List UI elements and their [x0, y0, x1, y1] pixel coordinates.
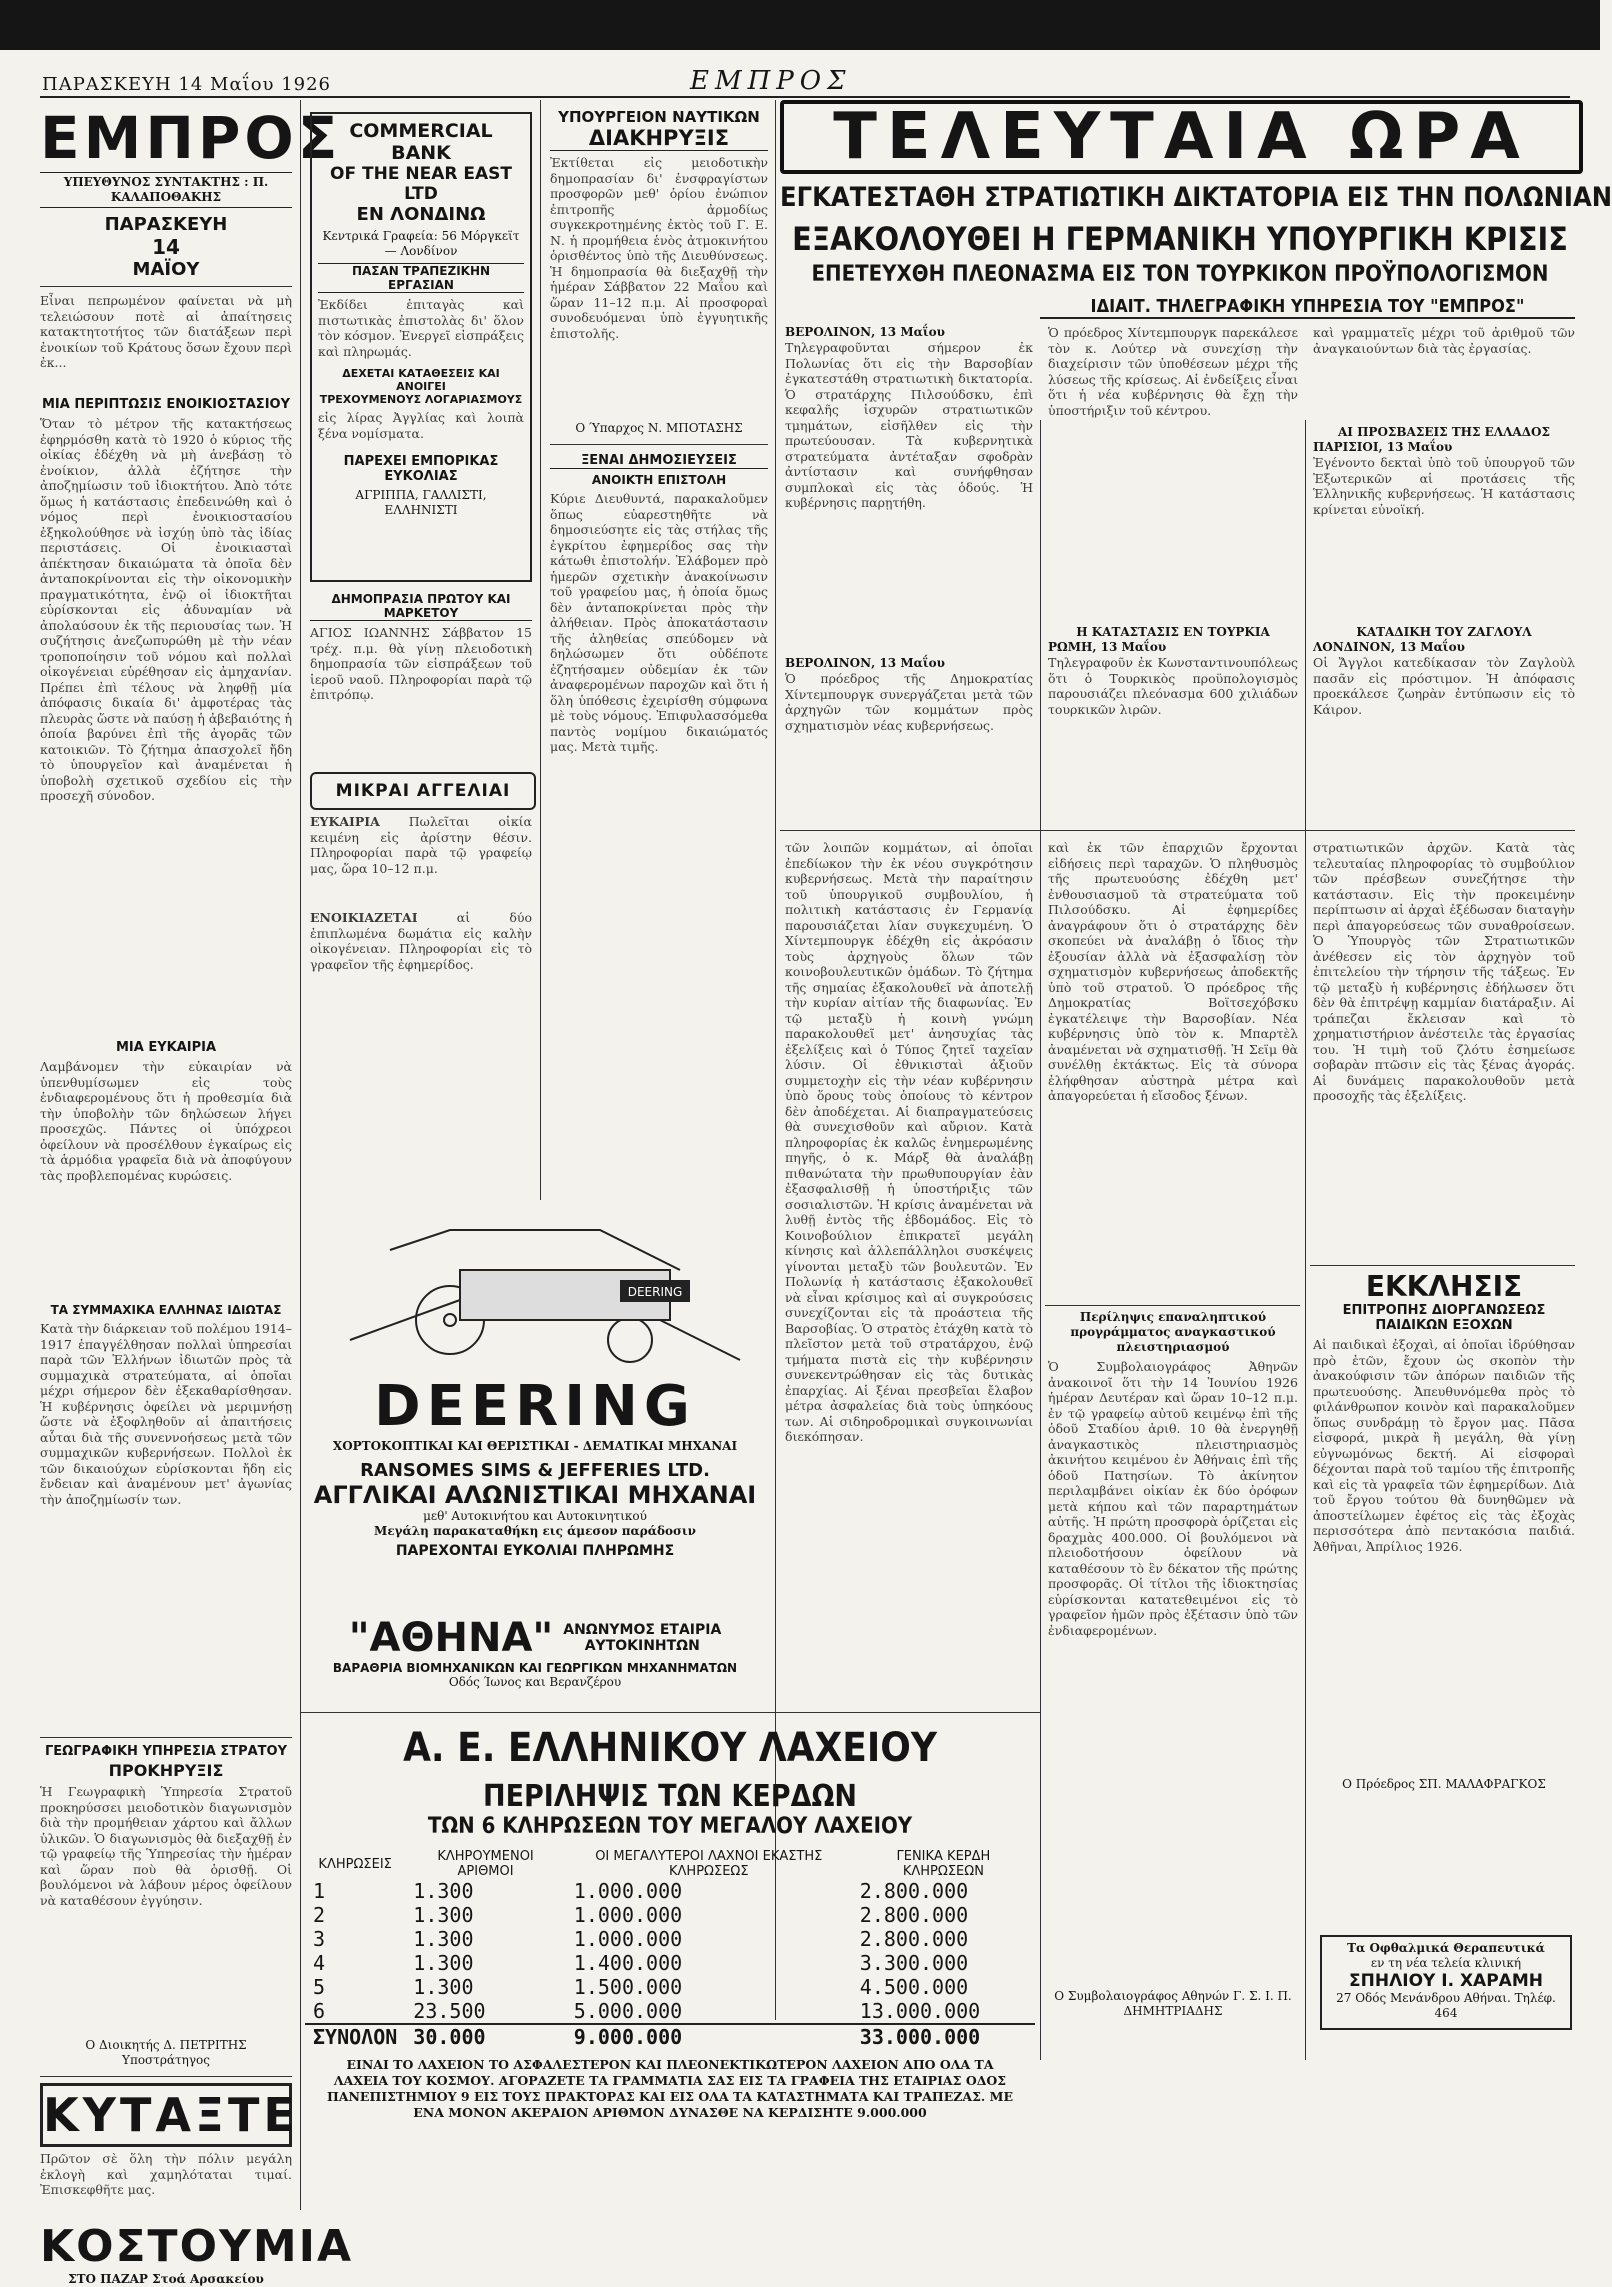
deering-ad — [300, 1210, 770, 1610]
article-body-continued: στρατιωτικῶν ἀρχῶν. Κατὰ τὰς τελευταίας πληροφορίας τὸ συμβούλιον τῶν πρέσβεων συνεζήτησε τὴν κατάστασιν. Εἰς τὴν προκειμένην περίπτωσιν αἱ ἀρχαὶ ἐξέδωσαν διαταγὴν περὶ ἀπαγορεύσεως τῶν συναθροίσεων. Ὁ Ὑπουργὸς τῶν Στρατιωτικῶν ἀνέθεσεν εἰς τὸν ἀρχηγὸν τοῦ ἐπιτελείου τὴν τήρησιν τῆς τάξεως. Ἐν τῷ μεταξὺ ἡ κυβέρνησις ἐδήλωσεν ὅτι δὲν θὰ ἐπιτρέψῃ καμμίαν διατάραξιν. Αἱ τράπεζαι ἔκλεισαν καὶ τὸ χρηματιστήριον ἀνέστειλε τὰς ἐργασίας του. Ἡ τιμὴ τοῦ ζλότυ ἐσημείωσε σοβαρὰν πτῶσιν εἰς τὰς ξένας ἀγοράς. Αἱ δυνάμεις παρακολουθοῦν μετὰ προσοχῆς τὰς ἐξελίξεις. — [1313, 840, 1575, 1103]
auction-title: ΔΗΜΟΠΡΑΣΙΑ ΠΡΩΤΟΥ ΚΑΙ ΜΑΡΚΕΤΟΥ — [310, 592, 532, 621]
column-divider — [540, 100, 541, 1200]
lottery-title: Α. Ε. ΕΛΛΗΝΙΚΟΥ ΛΑΧΕΙΟΥ — [403, 1725, 937, 1771]
dispatch-text: Ὁ πρόεδρος Χίντεμπουργκ παρεκάλεσε τὸν κ. Λούτερ νὰ συνεχίσῃ τὴν διαχείρισιν τῶν ὑποθέσεων μέχρι τῆς λύσεως τῆς κρίσεως. Αἱ ἐνδείξεις εἶναι ὅτι ἡ νέα κυβέρνησις θὰ ἔχῃ τὴν ὑποστήριξιν τοῦ κέντρου. — [1048, 325, 1298, 418]
kitaxte-ad-footer: ΣΤΟ ΠΑΖΑΡ Στοά Αρσακείου — [68, 2272, 264, 2286]
bank-text: Ἐκδίδει ἐπιταγὰς καὶ πιστωτικὰς ἐπιστολὰς δι' ὅλον τὸν κόσμον. Ἐνεργεῖ εἰσπράξεις καὶ πληρωμάς. — [318, 297, 524, 359]
notice-signature: Ο Συμβολαιογράφος Αθηνών Γ. Σ. Ι. Π. ΔΗΜΗΤΡΙΑΔΗΣ — [1054, 1989, 1292, 2018]
headline-1: ΕΓΚΑΤΕΣΤΑΘΗ ΣΤΡΑΤΙΩΤΙΚΗ ΔΙΚΤΑΤΟΡΙΑ ΕΙΣ ΤΗΝ ΠΟΛΩΝΙΑΝ — [780, 182, 1612, 213]
clinic-line: Τα Οφθαλμικά Θεραπευτικά — [1347, 1941, 1545, 1955]
auction-notice — [310, 592, 532, 762]
rule — [550, 444, 768, 445]
column-divider — [1305, 420, 1306, 2060]
mikrai-title: ΜΙΚΡΑΙ ΑΓΓΕΛΙΑΙ — [335, 781, 511, 801]
rule — [40, 1737, 292, 1738]
page-dateline: ΠΑΡΑΣΚΕΥΗ 14 Μαΐου 1926 — [42, 74, 332, 95]
masthead-date: 14 — [152, 235, 180, 259]
masthead-editor: ΥΠΕΥΘΥΝΟΣ ΣΥΝΤΑΚΤΗΣ : Π. ΚΑΛΑΠΟΘΑΚΗΣ — [40, 172, 292, 208]
article-heading: ΓΕΩΓΡΑΦΙΚΗ ΥΠΗΡΕΣΙΑ ΣΤΡΑΤΟΥ — [44, 1744, 287, 1759]
deering-line: Μεγάλη παρακαταθήκη εις άμεσον παράδοσιν — [374, 1524, 696, 1538]
athina-line: ΒΑΡΑΘΡΙΑ ΒΙΟΜΗΧΑΝΙΚΩΝ ΚΑΙ ΓΕΩΡΓΙΚΩΝ ΜΗΧΑΝΗΜΑΤΩΝ — [332, 1661, 738, 1675]
total-prizes: 2.800.000 — [859, 1903, 969, 1927]
rule — [40, 286, 292, 287]
running-title: ΕΜΠΡΟΣ — [690, 66, 852, 96]
bank-name: COMMERCIAL BANK — [349, 120, 493, 164]
dispatch-kicker: ΚΑΤΑΔΙΚΗ ΤΟΥ ΖΑΓΛΟΥΛ — [1356, 625, 1532, 639]
column-divider — [300, 100, 301, 2210]
dispatch-kicker: Η ΚΑΤΑΣΤΑΣΙΣ ΕΝ ΤΟΥΡΚΙΑ — [1076, 625, 1270, 639]
draw-number: 1 — [313, 1879, 326, 1903]
kitaxte-ad-big: ΚΟΣΤΟΥΜΙΑ — [40, 2221, 354, 2272]
deering-line: ΠΑΡΕΧΟΝΤΑΙ ΕΥΚΟΛΙΑΙ ΠΛΗΡΩΜΗΣ — [395, 1543, 675, 1559]
bank-line: ΔΕΧΕΤΑΙ ΚΑΤΑΘΕΣΕΙΣ ΚΑΙ ΑΝΟΙΓΕΙ — [342, 367, 500, 393]
dispatch-text: Τηλεγραφοῦν ἐκ Κωνσταντινουπόλεως ὅτι ὁ Τουρκικὸς προϋπολογισμὸς παρουσιάζει πλεόνασμα 600 χιλιάδων τουρκικῶν λιρῶν. — [1048, 655, 1298, 717]
deering-brand: DEERING — [374, 1374, 696, 1439]
classified-item: ΕΥΚΑΙΡΙΑ Πωλεῖται οἰκία κειμένη εἰς ἀρίστην θέσιν. Πληροφορίαι παρὰ τῷ γραφείῳ μας, ὥρα 10–12 π.μ. — [310, 814, 532, 876]
total-prizes-sum: 33.000.000 — [859, 2025, 981, 2049]
ministry-signature: Ο Ύπαρχος Ν. ΜΠΟΤΑΣΗΣ — [575, 421, 743, 435]
bank-text: εἰς λίρας Ἀγγλίας καὶ λοιπὰ ξένα νομίσματα. — [318, 410, 524, 441]
total-top-prize: 9.000.000 — [573, 2025, 683, 2049]
headline-3: ΕΠΕΤΕΥΧΘΗ ΠΛΕΟΝΑΣΜΑ ΕΙΣ ΤΟΝ ΤΟΥΡΚΙΚΟΝ ΠΡΟΫΠΟΛΟΓΙΣΜΟΝ — [811, 262, 1549, 287]
clinic-line: εν τη νέα τελεία κλινική — [1370, 1956, 1522, 1970]
table-header: ΓΕΝΙΚΑ ΚΕΡΔΗ ΚΛΗΡΩΣΕΩΝ — [896, 1849, 991, 1879]
table-header: ΚΛΗΡΩΣΕΙΣ — [318, 1856, 392, 1872]
article-body: Ἡ Γεωγραφικὴ Ὑπηρεσία Στρατοῦ προκηρύσσει μειοδοτικὸν διαγωνισμὸν διὰ τὴν προμήθειαν χάρτου καὶ ἄλλων ὑλικῶν. Ὁ διαγωνισμὸς θὰ διεξαχθῇ ἐν τῷ γραφείῳ τῆς Ὑπηρεσίας τὴν ἡμέραν καὶ ὥραν ποὺ θὰ ὁρισθῇ. Οἱ βουλόμενοι νὰ λάβουν μέρος ὀφείλουν νὰ καταθέσουν ἐγγύησιν. — [40, 1784, 292, 1908]
header-rule — [40, 96, 1570, 98]
dispatch-dateline: ΠΑΡΙΣΙΟΙ, 13 Μαΐου — [1313, 440, 1453, 454]
top-prize: 1.000.000 — [573, 1903, 683, 1927]
news-column-a — [785, 325, 1033, 825]
deering-line: μεθ' Αυτοκινήτου και Αυτοκινητικού — [423, 1509, 647, 1523]
dispatch-text: Ὁ πρόεδρος τῆς Δημοκρατίας Χίντεμπουργκ συνεργάζεται μετὰ τῶν ἀρχηγῶν τῶν κομμάτων πρὸς σχηματισμὸν νέας κυβερνήσεως. — [785, 671, 1033, 733]
article-subheading: ΠΡΟΚΗΡΥΞΙΣ — [108, 1761, 224, 1780]
article-heading: ΤΑ ΣΥΜΜΑΧΙΚΑ ΕΛΛΗΝΑΣ ΙΔΙΩΤΑΣ — [50, 1303, 282, 1317]
kitaxte-ad-title: ΚΥΤΑΞΤΕ — [40, 2083, 292, 2147]
public-notice — [1048, 1310, 1298, 2030]
bank-ad — [310, 112, 532, 582]
total-label: ΣΥΝΟΛΟΝ — [313, 2025, 398, 2049]
bank-city: ΕΝ ΛΟΝΔΙΝΩ — [356, 204, 486, 225]
total-prizes: 3.300.000 — [859, 1951, 969, 1975]
ekklisis-subtitle: ΕΠΙΤΡΟΠΗΣ ΔΙΟΡΓΑΝΩΣΕΩΣ ΠΑΙΔΙΚΩΝ ΕΞΟΧΩΝ — [1342, 1303, 1546, 1333]
article-body-continued: καὶ ἐκ τῶν ἐπαρχιῶν ἔρχονται εἰδήσεις περὶ ταραχῶν. Ὁ πληθυσμὸς τῆς πρωτευούσης ἐδέχθη μετ' ἐνθουσιασμοῦ τὰ στρατεύματα τοῦ Πιλσούδσκυ. Αἱ ἐφημερίδες ἀναγράφουν ὅτι ὁ στρατάρχης δὲν σκοπεύει νὰ ἀναλάβῃ ὁ ἴδιος τὴν ἐξουσίαν ἀλλὰ νὰ ἐξασφαλίσῃ τὸν σχηματισμὸν κυβερνήσεως ἀποδεκτῆς ὑπὸ τοῦ στρατοῦ. Ὁ πρόεδρος τῆς Δημοκρατίας Βοϊτσεχόβσκυ ἐγκατέλειψε τὴν Βαρσοβίαν. Νέα κυβέρνησις ὑπὸ τὸν κ. Μπαρτὲλ ἀναμένεται νὰ σχηματισθῇ. Ἡ Σεϊμ θὰ συνέλθῃ ἐκτάκτως. Εἰς τὰ σύνορα ἐλήφθησαν αὐστηρὰ μέτρα καὶ ἀπαγορεύεται ἡ εἴσοδος ξένων. — [1048, 840, 1298, 1103]
dispatch-text: καὶ γραμματεῖς μέχρι τοῦ ἀριθμοῦ τῶν ἀναγκαιούντων διὰ τὰς ἐργασίας. — [1313, 325, 1575, 356]
xenai-title: ΞΕΝΑΙ ΔΗΜΟΣΙΕΥΣΕΙΣ — [550, 453, 768, 469]
top-prize: 1.000.000 — [573, 1879, 683, 1903]
draw-number: 5 — [313, 1975, 326, 1999]
last-hour-banner: ΤΕΛΕΥΤΑΙΑ ΩΡΑ — [780, 100, 1583, 174]
harvester-label: DEERING — [627, 1285, 683, 1299]
numbers-drawn: 1.300 — [413, 1927, 474, 1951]
table-header: ΟΙ ΜΕΓΑΛΥΤΕΡΟΙ ΛΑΧΝΟΙ ΕΚΑΣΤΗΣ ΚΛΗΡΩΣΕΩΣ — [595, 1849, 823, 1879]
ministry-subtitle: ΔΙΑΚΗΡΥΞΙΣ — [550, 126, 768, 151]
kitaxte-ad-text: Πρῶτον σὲ ὅλη τὴν πόλιν μεγάλη ἐκλογὴ καὶ χαμηλόταται τιμαί. Ἐπισκεφθῆτε μας. — [40, 2151, 292, 2197]
total-numbers: 30.000 — [413, 2025, 486, 2049]
column-3 — [550, 108, 768, 1208]
masthead-day: ΠΑΡΑΣΚΕΥΗ — [104, 214, 228, 235]
top-prize: 1.500.000 — [573, 1975, 683, 1999]
ministry-text: Ἐκτίθεται εἰς μειοδοτικὴν δημοπρασίαν δι' ἐνσφραγίστων προσφορῶν μεθ' ὁρίου ἐνώπιον ἐπιτροπῆς ἀρμοδίως συγκεκροτημένης ἐκτὸς τοῦ Γ. Ε. Ν. ἡ προμήθεια ἑνὸς ἀτμοκινήτου ὁρισθέντος ὑπὸ τῆς Διευθύνσεως. Ἡ δημοπρασία θὰ διεξαχθῇ τὴν ἡμέραν Σάββατον 22 Μαΐου καὶ ὥραν 11–12 π.μ. Αἱ προσφοραὶ συνοδευόμεναι ὑπὸ ἐγγυητικῆς ἐπιστολῆς. — [550, 155, 768, 341]
athina-line: Οδός Ίωνος και Βερανζέρου — [448, 1675, 622, 1689]
table-total-row — [305, 2024, 1035, 2049]
xenai-text: Κύριε Διευθυντά, παρακαλοῦμεν ὅπως εὐαρεστηθῆτε νὰ δημοσιεύσητε εἰς τὰς στήλας τῆς ἐγκρίτου ἐφημερίδος σας τὴν κάτωθι ἐπιστολήν. Ἐλάβομεν πρὸ ἡμερῶν σχετικὴν ἀνακοίνωσιν τοῦ γραφείου μας, ἡ ὁποία ὅμως δὲν ἀνταποκρίνεται πρὸς τὴν ἀλήθειαν. Πρὸς ἀποκατάστασιν τῆς ἀληθείας σπεύδομεν νὰ δηλώσωμεν ὅτι οὐδέποτε ἐζητήσαμεν οὐδεμίαν ἐκ τῶν ἀναφερομένων παροχῶν καὶ ὅτι ἡ ὅλη ὑπόθεσις ἐχειρίσθη σύμφωνα μὲ τοὺς νόμους. Ἐπιφυλασσόμεθα παντὸς νομίμου δικαιώματός μας. Μετὰ τιμῆς. — [550, 491, 768, 754]
total-prizes: 4.500.000 — [859, 1975, 969, 1999]
article-body: Λαμβάνομεν τὴν εὐκαιρίαν νὰ ὑπενθυμίσωμεν εἰς τοὺς ἐνδιαφερομένους ὅτι ἡ προθεσμία διὰ τὴν ὑποβολὴν τῶν δηλώσεων λήγει προσεχῶς. Πάντες οἱ ὑπόχρεοι ὀφείλουν νὰ προσέλθουν ἐγκαίρως εἰς τὰ ἁρμόδια γραφεῖα διὰ νὰ ἀποφύγουν τὰς προβλεπομένας κυρώσεις. — [40, 1059, 292, 1183]
numbers-drawn: 1.300 — [413, 1903, 474, 1927]
harvester-illustration — [300, 1210, 770, 1370]
ministry-title: ΥΠΟΥΡΓΕΙΟΝ ΝΑΥΤΙΚΩΝ — [558, 108, 760, 126]
total-prizes: 2.800.000 — [859, 1879, 969, 1903]
draw-number: 3 — [313, 1927, 326, 1951]
dispatch-text: Ἐγένοντο δεκταὶ ὑπὸ τοῦ ὑπουργοῦ τῶν Ἐξωτερικῶν αἱ προτάσεις τῆς Ἑλληνικῆς κυβερνήσεως. Ἡ κατάστασις κρίνεται εὐνοϊκή. — [1313, 455, 1575, 517]
lead-article-text: Εἶναι πεπρωμένον φαίνεται νὰ μὴ τελειώσουν ποτὲ αἱ ἀπαίτησεις κατακτητοτήτος τῶν διατάξεων περὶ ἐνοικίων τοῦ Κράτους ὅσων ἔχουν περὶ ἐκ... — [40, 293, 292, 370]
classified-item: ΕΝΟΙΚΙΑΖΕΤΑΙ αἱ δύο ἐπιπλωμένα δωμάτια εἰς καλὴν οἰκογένειαν. Πληροφορίαι εἰς τὸ γραφεῖον τῆς ἐφημερίδος. — [310, 910, 532, 972]
bank-line: ΑΓΡΙΠΠΑ, ΓΑΛΛΙΣΤΙ, ΕΛΛΗΝΙΣΤΙ — [355, 488, 487, 517]
deering-line: ΑΓΓΛΙΚΑΙ ΑΛΩΝΙΣΤΙΚΑΙ ΜΗΧΑΝΑΙ — [313, 1481, 757, 1509]
numbers-drawn: 1.300 — [413, 1975, 474, 1999]
article-body: Ὅταν τὸ μέτρον τῆς κατακτήσεως ἐφηρμόσθη κατὰ τὸ 1920 ὁ κύριος τῆς οἰκίας ἐδέχθη νὰ μὴ ἀνεβάσῃ τὸ ἐνοίκιον, ἀλλὰ ἐζήτησε τὴν ἀποζημίωσιν τοῦ ἰδιοκτήτου. Ἀπὸ τότε ὅμως ἡ κατάστασις ἐπεδεινώθη καὶ ὁ νόμος περὶ ἐνοικιοστασίου ἐξηκολούθησε νὰ ἰσχύῃ ὑπὸ τὰς ἰδίας περιστάσεις. Οἱ ἐνοικιασταὶ ἀπέκτησαν δικαιώματα τὰ ὁποῖα δὲν ἀνταποκρίνονται εἰς τὴν οἰκονομικὴν πραγματικότητα, ἐνῷ οἱ ἰδιοκτῆται εὑρίσκονται εἰς ἀδυναμίαν νὰ ἀπολαύσουν ἐκ τῆς περιουσίας των. Ἡ συζήτησις ἀνεζωπυρώθη μὲ τὴν νέαν τροποποίησιν τοῦ νόμου καὶ πολλαὶ οἰκογένειαι εὑρέθησαν εἰς ἀμηχανίαν. Πρέπει ἐπὶ τέλους νὰ ληφθῇ μία ἀπόφασις δικαία δι' ἀμφοτέρας τὰς πλευρὰς ὥστε νὰ παύσῃ ἡ ἀβεβαιότης ἡ ὁποία βαρύνει ἐπὶ τῆς ἀγορᾶς τῶν κατοικιῶν. Τὸ ζήτημα ἀπασχολεῖ ἤδη τὸ ὑπουργεῖον καὶ ἀναμένεται ἡ ὑποβολὴ σχετικοῦ σχεδίου εἰς τὴν προσεχῆ σύνοδον. — [40, 416, 292, 803]
clinic-line: 27 Οδός Μενάνδρου Αθήναι. Τηλέφ. 464 — [1336, 1991, 1556, 2020]
column-divider — [1040, 420, 1041, 2060]
dispatch-text: Τηλεγραφοῦνται σήμερον ἐκ Πολωνίας ὅτι εἰς τὴν Βαρσοβίαν ἐγκατεστάθη στρατιωτικὴ δικτατορία. Ὁ στρατάρχης Πιλσούδσκυ, ἐπὶ κεφαλῆς ἰσχυρῶν στρατιωτικῶν τμημάτων, εἰσῆλθεν εἰς τὴν πρωτεύουσαν. Τὰ κυβερνητικὰ στρατεύματα ἀντέταξαν σφοδρὰν ἀντίστασιν καὶ συνήφθησαν συμπλοκαὶ εἰς τὰς ὁδούς. Ἡ κυβέρνησις παρῃτήθη. — [785, 340, 1033, 510]
scan-top-edge — [0, 0, 1600, 50]
dispatch-dateline: ΛΟΝΔΙΝΟΝ, 13 Μαΐου — [1313, 640, 1465, 654]
bank-name-2: OF THE NEAR EAST LTD — [330, 164, 512, 204]
masthead-month: ΜΑΪΟΥ — [132, 259, 200, 280]
dispatch-dateline: ΒΕΡΟΛΙΝΟΝ, 13 Μαΐου — [785, 325, 945, 339]
mikrai-aggeliai — [310, 814, 532, 1164]
lottery-subtitle: ΠΕΡΙΛΗΨΙΣ ΤΩΝ ΚΕΡΔΩΝ — [482, 1779, 857, 1814]
article-heading: ΜΙΑ ΠΕΡΙΠΤΩΣΙΣ ΕΝΟΙΚΙΟΣΤΑΣΙΟΥ — [41, 397, 290, 412]
bank-line: ΠΑΡΕΧΕΙ ΕΜΠΟΡΙΚΑΣ ΕΥΚΟΛΙΑΣ — [343, 454, 499, 484]
dispatch-text: Οἱ Ἄγγλοι κατεδίκασαν τὸν Ζαγλοὺλ πασᾶν εἰς πρόστιμον. Ἡ ἀπόφασις προεκάλεσε ζωηρὰν ἐντύπωσιν εἰς τὸ Κάιρον. — [1313, 655, 1575, 717]
rule — [1310, 1265, 1575, 1266]
draw-number: 6 — [313, 1999, 326, 2023]
numbers-drawn: 23.500 — [413, 1999, 486, 2023]
athina-name: "ΑΘΗΝΑ" — [348, 1615, 554, 1661]
athina-desc: ΑΝΩΝΥΜΟΣ ΕΤΑΙΡΙΑ — [563, 1622, 722, 1638]
news-column-c — [1313, 325, 1575, 825]
numbers-drawn: 1.300 — [413, 1951, 474, 1975]
deering-line: ΧΟΡΤΟΚΟΠΤΙΚΑΙ ΚΑΙ ΘΕΡΙΣΤΙΚΑΙ - ΔΕΜΑΤΙΚΑΙ ΜΗΧΑΝΑΙ — [332, 1439, 738, 1453]
notice-signature: Ο Διοικητής Δ. ΠΕΤΡΙΤΗΣ Υποστράτηγος — [85, 2038, 247, 2067]
headline-2: ΕΞΑΚΟΛΟΥΘΕΙ Η ΓΕΡΜΑΝΙΚΗ ΥΠΟΥΡΓΙΚΗ ΚΡΙΣΙΣ — [792, 220, 1568, 258]
ekklisis-appeal — [1313, 1270, 1575, 1830]
numbers-drawn: 1.300 — [413, 1879, 474, 1903]
xenai-subtitle: ΑΝΟΙΚΤΗ ΕΠΙΣΤΟΛΗ — [591, 473, 727, 487]
news-column-b — [1048, 325, 1298, 825]
lottery-footer: ΕΙΝΑΙ ΤΟ ΛΑΧΕΙΟΝ ΤΟ ΑΣΦΑΛΕΣΤΕΡΟΝ ΚΑΙ ΠΛΕΟΝΕΚΤΙΚΩΤΕΡΟΝ ΛΑΧΕΙΟΝ ΑΠΟ ΟΛΑ ΤΑ ΛΑΧΕΙΑ ΤΟΥ ΚΟΣΜΟΥ. ΑΓΟΡΑΖΕΤΕ ΤΑ ΓΡΑΜΜΑΤΙΑ ΣΑΣ ΕΙΣ ΤΑ ΓΡΑΦΕΙΑ ΤΗΣ ΕΤΑΙΡΙΑΣ ΟΔΟΣ ΠΑΝΕΠΙΣΤΗΜΙΟΥ 9 ΕΙΣ ΤΟΥΣ ΠΡΑΚΤΟΡΑΣ ΚΑΙ ΕΙΣ ΟΛΑ ΤΑ ΚΑΤΑΣΤΗΜΑΤΑ ΚΑΙ ΤΡΑΠΕΖΑΣ. ΜΕ ΕΝΑ ΜΟΝΟΝ ΑΚΕΡΑΙΟΝ ΑΡΙΘΜΟΝ ΔΥΝΑΣΘΕ ΝΑ ΚΕΡΔΙΣΗΤΕ 9.000.000 — [326, 2057, 1013, 2120]
column-1 — [40, 104, 354, 2286]
ekklisis-title: ΕΚΚΛΗΣΙΣ — [1365, 1270, 1523, 1303]
article-body: Κατὰ τὴν διάρκειαν τοῦ πολέμου 1914–1917 ἐπαγγέλθησαν πολλαὶ ὑπηρεσίαι παρὰ τῶν Ἑλλήνων ἰδιωτῶν πρὸς τὰ συμμαχικὰ στρατεύματα, αἱ ὁποῖαι μέχρι σήμερον δὲν ἐξεκαθαρίσθησαν. Ἡ κυβέρνησις ὀφείλει νὰ μεριμνήσῃ ὥστε νὰ ἐξοφληθοῦν αἱ ἀπαιτήσεις αὗται διὰ τῆς συνεννοήσεως μετὰ τῶν συμμαχικῶν κυβερνήσεων. Πολλοὶ ἐκ τῶν δικαιούχων εὑρίσκονται ἤδη εἰς ἔνδειαν καὶ ἀναμένουν μετ' ἀγωνίας τὴν ἀποζημίωσίν των. — [40, 1321, 292, 1507]
clinic-ad — [1320, 1935, 1572, 2030]
total-prizes: 13.000.000 — [859, 1999, 981, 2023]
lottery-subtitle-2: ΤΩΝ 6 ΚΛΗΡΩΣΕΩΝ ΤΟΥ ΜΕΓΑΛΟΥ ΛΑΧΕΙΟΥ — [427, 1814, 913, 1839]
dispatch-dateline: ΡΩΜΗ, 13 Μαΐου — [1048, 640, 1167, 654]
deering-line: RANSOMES SIMS & JEFFERIES LTD. — [360, 1460, 710, 1481]
bank-line: ΤΡΕΧΟΥΜΕΝΟΥΣ ΛΟΓΑΡΙΑΣΜΟΥΣ — [319, 393, 523, 406]
masthead-title: ΕΜΠΡΟΣ — [40, 104, 342, 172]
total-prizes: 2.800.000 — [859, 1927, 969, 1951]
mikrai-header — [310, 772, 536, 810]
rule — [1045, 1305, 1300, 1306]
dispatch-kicker: ΑΙ ΠΡΟΣΒΑΣΕΙΣ ΤΗΣ ΕΛΛΑΔΟΣ — [1337, 425, 1550, 439]
notice-title: Περίληψις επαναληπτικού προγράμματος αναγκαστικού πλειστηριασμού — [1070, 1310, 1276, 1354]
ekklisis-text: Αἱ παιδικαὶ ἐξοχαὶ, αἱ ὁποῖαι ἱδρύθησαν πρὸ ἐτῶν, ἔχουν ὡς σκοπὸν τὴν ἀνακούφισιν τῶν ἀπόρων παιδιῶν τῆς πρωτευούσης. Ἀπευθυνόμεθα πρὸς τὸ φιλάνθρωπον κοινὸν καὶ παρακαλοῦμεν ὅπως συνδράμῃ τὸ ἔργον μας. Πᾶσα εἰσφορά, μικρὰ ἢ μεγάλη, θὰ γίνῃ εὐγνωμόνως δεκτή. Αἱ εἰσφοραὶ δέχονται παρὰ τοῦ ταμίου τῆς ἐπιτροπῆς καὶ εἰς τὰ γραφεῖα τῶν ἐφημερίδων. Διὰ τοῦ ἔργου τούτου θὰ δυνηθῶμεν νὰ ἀποστείλωμεν ἐφέτος εἰς τὰς ἐξοχὰς περισσότερα ἀπὸ πεντακόσια παιδιά. Ἀθῆναι, Ἀπρίλιος 1926. — [1313, 1337, 1575, 1554]
article-heading: ΜΙΑ ΕΥΚΑΙΡΙΑ — [115, 1040, 217, 1055]
bank-address: Κεντρικά Γραφεία: 56 Μόργκεϊτ — Λονδίνον — [322, 229, 520, 258]
top-prize: 1.400.000 — [573, 1951, 683, 1975]
top-prize: 1.000.000 — [573, 1927, 683, 1951]
clinic-name: ΣΠΗΛΙΟΥ Ι. ΧΑΡΑΜΗ — [1349, 1971, 1543, 1991]
rule — [780, 830, 1575, 831]
auction-text: ΑΓΙΟΣ ΙΩΑΝΝΗΣ Σάββατον 15 τρέχ. π.μ. θὰ γίνῃ πλειοδοτικὴ δημοπρασία τῶν εἰσπράξεων τοῦ ἱεροῦ ναοῦ. Πληροφορίαι παρὰ τῷ ἐπιτρόπῳ. — [310, 625, 532, 702]
draw-number: 2 — [313, 1903, 326, 1927]
draw-number: 4 — [313, 1951, 326, 1975]
article-body-continued: τῶν λοιπῶν κομμάτων, αἱ ὁποῖαι ἐπεδίωκον τὴν ἐκ νέου συγκρότησιν κυβερνήσεως. Μετὰ τὴν παραίτησιν τοῦ ὑπουργικοῦ συμβουλίου, ἡ πολιτικὴ κατάστασις ἐν Γερμανίᾳ παρουσιάζεται λίαν συγκεχυμένη. Ὁ Χίντεμπουργκ ἐδέχθη εἰς ἀκρόασιν τοὺς ἀρχηγοὺς ὅλων τῶν κοινοβουλευτικῶν ὁμάδων. Τὸ ζήτημα τῆς σημαίας ἐξακολουθεῖ νὰ ἀποτελῇ τὴν κυρίαν αἰτίαν τῆς διαφωνίας. Ἐν τῷ μεταξὺ ἡ κοινὴ γνώμη παρακολουθεῖ μετ' ἀνησυχίας τὰς ἐξελίξεις καὶ ὁ Τύπος ζητεῖ ταχεῖαν λύσιν. Οἱ ἐθνικισταὶ ἀξιοῦν συμμετοχὴν εἰς τὴν νέαν κυβέρνησιν ὑπὸ ὅρους τοὺς ὁποίους τὸ κέντρον δὲν ἀποδέχεται. Αἱ διαπραγματεύσεις θὰ συνεχισθοῦν καὶ αὔριον. Κατὰ πληροφορίας ἐκ καλῶς ἐνημερωμένης πηγῆς, ὁ κ. Μάρξ θὰ ἀναλάβῃ πιθανώτατα τὴν πρωθυπουργίαν ἐὰν ἐξασφαλισθῇ ἡ ὑποστήριξις τῶν σοσιαλιστῶν. Ἡ κρίσις ἀναμένεται νὰ λυθῇ ἐντὸς τῆς ἑβδομάδος. Εἰς τὸ Κοινοβούλιον ἐπικρατεῖ μεγάλη κίνησις καὶ ἀλλεπάλληλοι συσκέψεις γίνονται μεταξὺ τῶν βουλευτῶν. Ἐν Πολωνίᾳ ἡ κατάστασις ἐξακολουθεῖ νὰ εἶναι κρίσιμος καὶ αἱ συγκρούσεις συνεχίζονται εἰς τὰ προάστεια τῆς Βαρσοβίας. Ὁ στρατὸς ἐτάχθη κατὰ τὸ πλεῖστον μετὰ τοῦ στρατάρχου, ἐνῷ τμήματα πιστὰ εἰς τὴν κυβέρνησιν συνεκεντρώθησαν εἰς τὰς δυτικὰς ἐπαρχίας. Αἱ ξέναι πρεσβεῖαι ἔλαβον μέτρα ἀσφαλείας διὰ τοὺς ὑπηκόους των. Αἱ σιδηροδρομικαὶ συγκοινωνίαι διεκόπησαν. — [785, 840, 1033, 1444]
athina-block — [300, 1615, 770, 1705]
headline-4: ΙΔΙΑΙΤ. ΤΗΛΕΓΡΑΦΙΚΗ ΥΠΗΡΕΣΙΑ ΤΟΥ "ΕΜΠΡΟΣ" — [1040, 296, 1575, 319]
notice-text: Ὁ Συμβολαιογράφος Ἀθηνῶν ἀνακοινοῖ ὅτι τὴν 14 Ἰουνίου 1926 ἡμέραν Δευτέραν καὶ ὥραν 10–12 π.μ. ἐν τῷ γραφείῳ αὐτοῦ κειμένῳ ἐπὶ τῆς ὁδοῦ Σταδίου ἀριθ. 10 θὰ ἐνεργηθῇ ἀναγκαστικὸς πλειστηριασμὸς ἀκινήτου κειμένου ἐν Ἀθήναις ἐπὶ τῆς ὁδοῦ Πατησίων. Τὸ ἀκίνητον περιλαμβάνει οἰκίαν ἐκ δύο ὀρόφων μετὰ κήπου καὶ τῶν παραρτημάτων αὐτῆς. Ἡ πρώτη προσφορὰ ὁρίζεται εἰς δραχμὰς 400.000. Οἱ βουλόμενοι νὰ πλειοδοτήσουν ὀφείλουν νὰ καταθέσουν τὸ ἓν δέκατον τῆς πρώτης προσφορᾶς. Οἱ τίτλοι τῆς ἰδιοκτησίας εὑρίσκονται κατατεθειμένοι εἰς τὸ γραφεῖον ἡμῶν πρὸς ἐξέτασιν ὑπὸ τῶν ἐνδιαφερομένων. — [1048, 1359, 1298, 1638]
top-prize: 5.000.000 — [573, 1999, 683, 2023]
rule — [40, 2076, 292, 2077]
table-header: ΚΛΗΡΟΥΜΕΝΟΙ ΑΡΙΘΜΟΙ — [437, 1849, 534, 1879]
ekklisis-signature: Ο Πρόεδρος ΣΠ. ΜΑΛΑΦΡΑΓΚΟΣ — [1342, 1777, 1546, 1791]
athina-desc: ΑΥΤΟΚΙΝΗΤΩΝ — [584, 1638, 700, 1654]
bank-section: ΠΑΣΑΝ ΤΡΑΠΕΖΙΚΗΝ ΕΡΓΑΣΙΑΝ — [318, 263, 524, 293]
dispatch-dateline: ΒΕΡΟΛΙΝΟΝ, 13 Μαΐου — [785, 656, 945, 670]
